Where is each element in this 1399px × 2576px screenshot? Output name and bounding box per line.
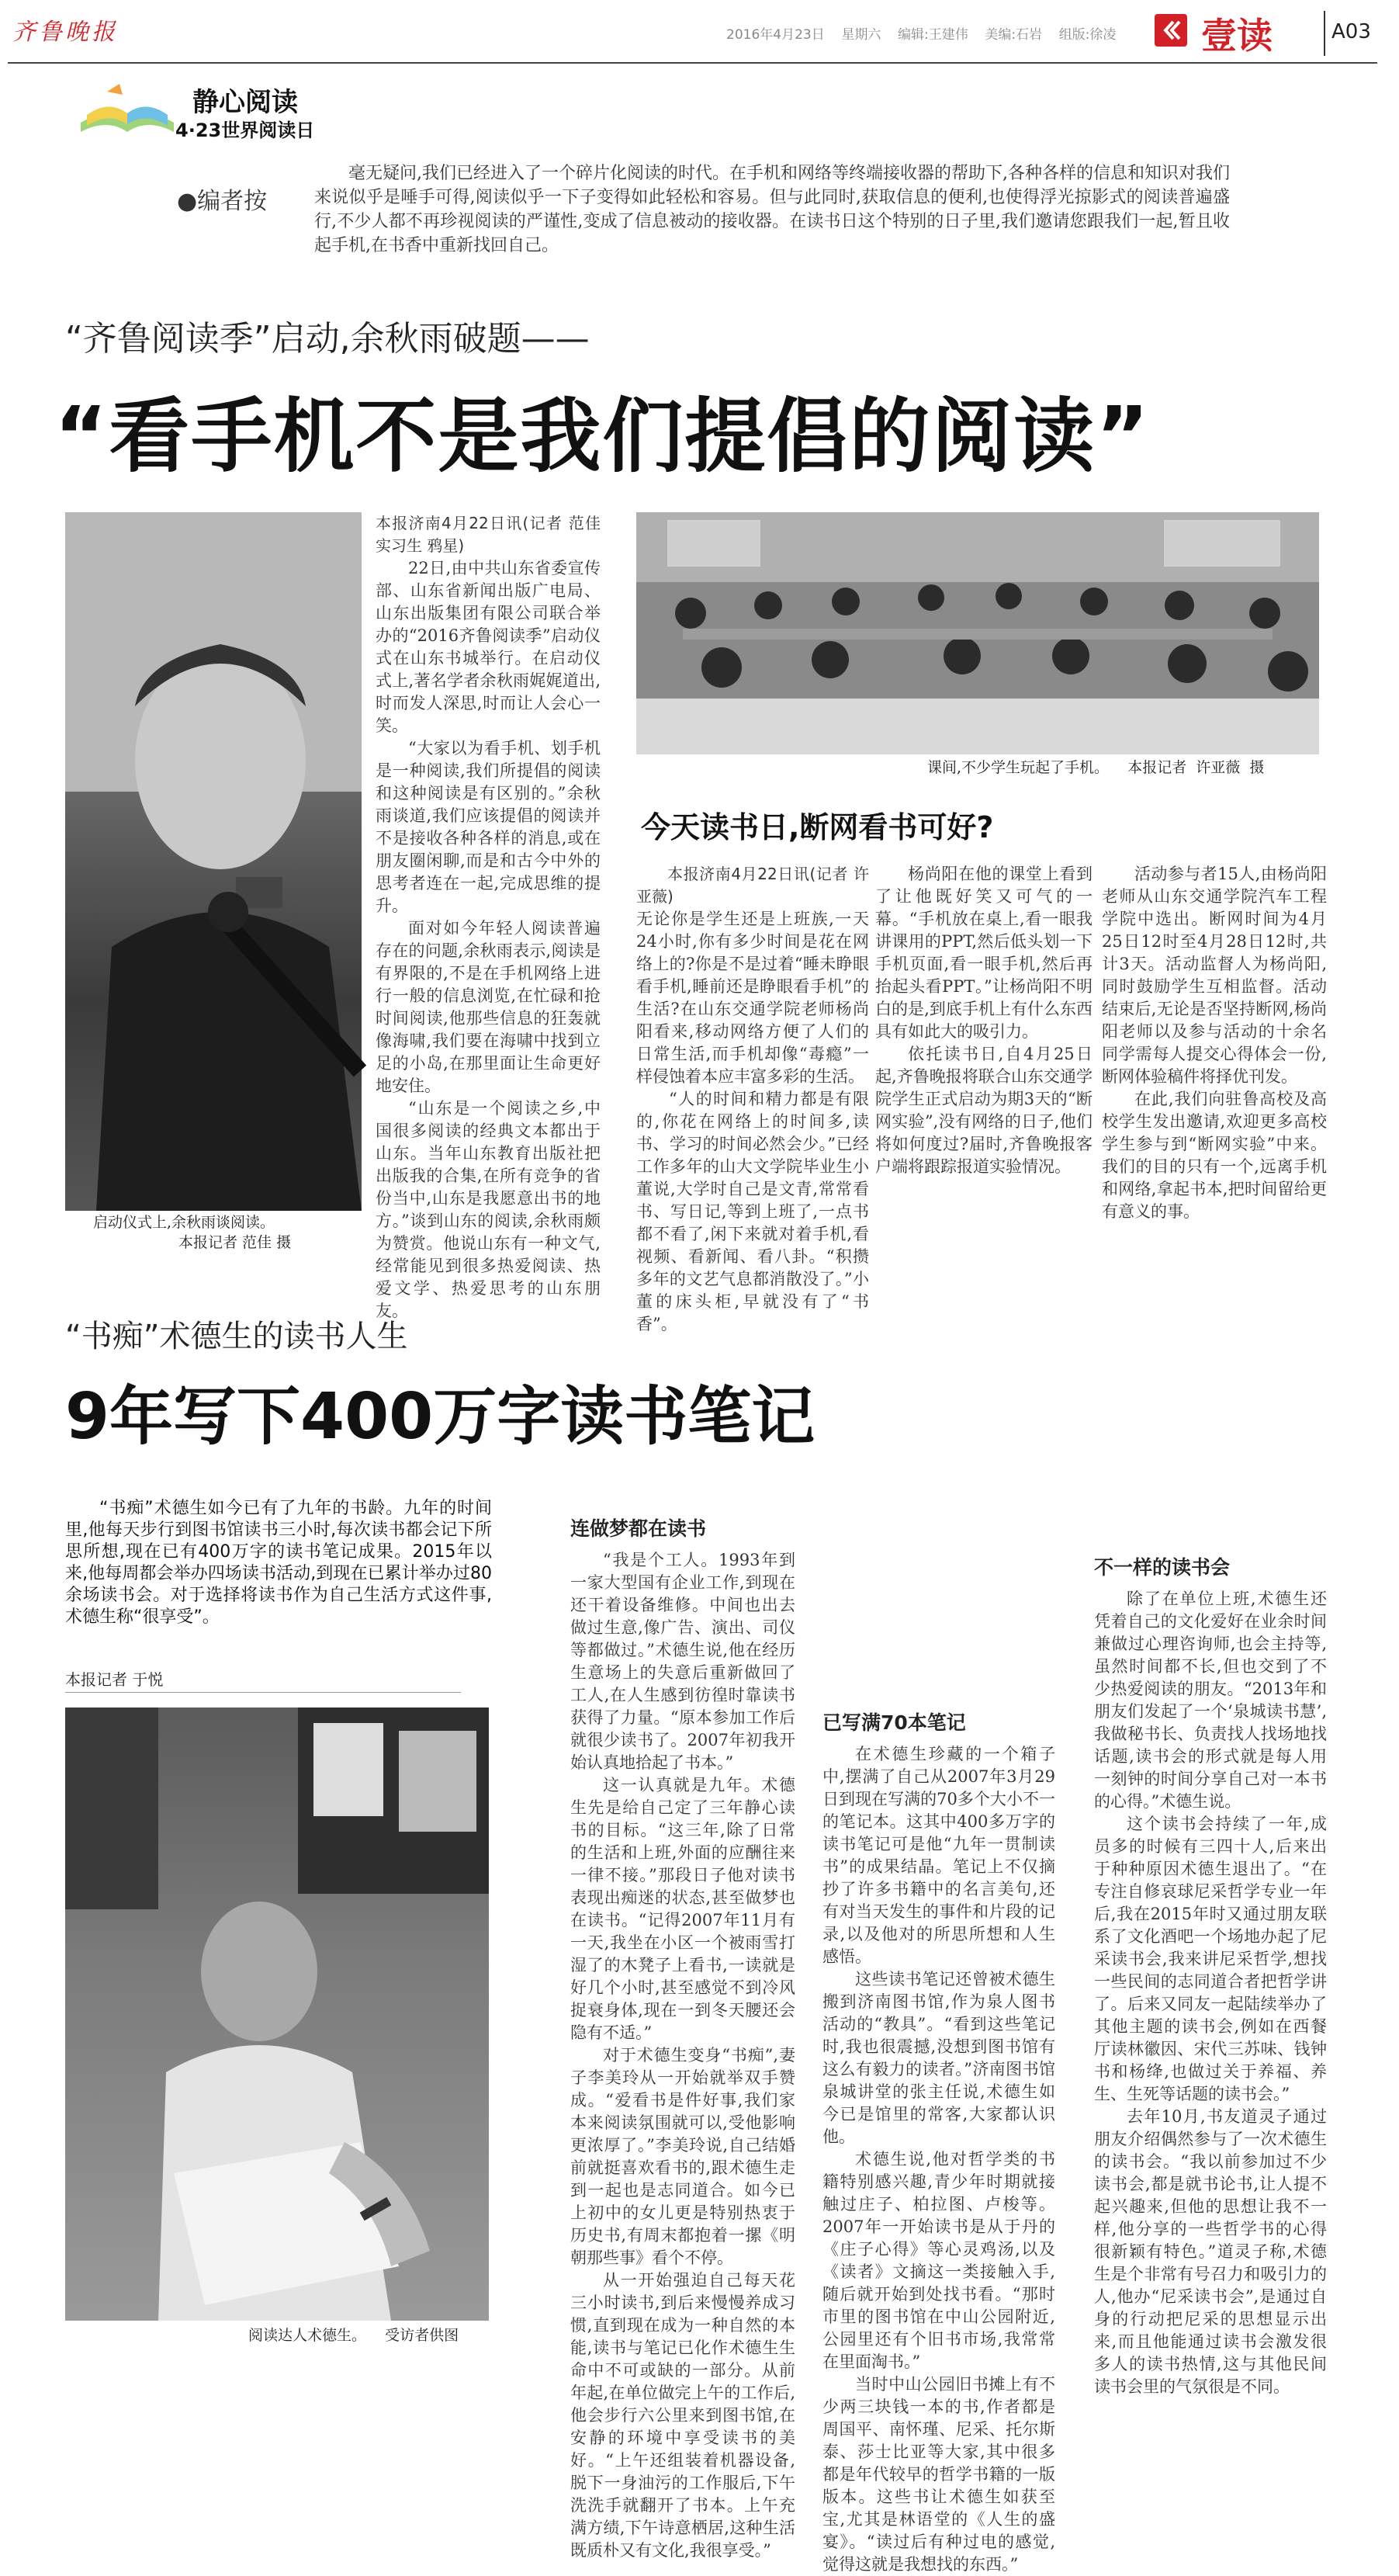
article3-colA bbox=[570, 1549, 795, 2560]
article3-paragraph: 去年10月,书友道灵子通过朋友介绍偶然参与了一次术德生的读书会。“我以前参加过不少读书会,都是就书论书,让人提不起兴趣来,但他的思想让我不一样,他分享的一些哲学书的心得很新颖有特色。”道灵子称,术德生是个非常有号召力和吸引力的人,他办“尼采读书会”,是通过自身的行动把尼采的思想显示出来,而且他能通过读书会激发很多人的读书热情,这与其他民间读书会里的气氛很是不同。 bbox=[1094, 2107, 1327, 2396]
classroom-photo bbox=[636, 512, 1319, 754]
section1-title: 连做梦都在读书 bbox=[570, 1517, 707, 1540]
section3-title: 不一样的读书会 bbox=[1094, 1556, 1231, 1579]
article2-paragraph: 在此,我们向驻鲁高校及高校学生发出邀请,欢迎更多高校学生参与到“断网实验”中来。我们的目的只有一个,远离手机和网络,拿起书本,把时间留给更有意义的事。 bbox=[1102, 1090, 1327, 1221]
proof-credit: 组版:徐凌 bbox=[1058, 27, 1117, 43]
article1-paragraph: 面对如今年轻人阅读普遍存在的问题,余秋雨表示,阅读是有界限的,不是在手机网络上进行一般的信息浏览,在忙碌和抢时间阅读,他那些信息的狂轰就像海啸,我们要在海啸中找到立足的小岛,在那里面让生命更好地安住。 bbox=[376, 919, 601, 1095]
article3-headline: 9年写下400万字读书笔记 bbox=[65, 1380, 816, 1454]
section-chevron-icon bbox=[1155, 14, 1187, 47]
photo2-caption: 课间,不少学生玩起了手机。 本报记者 许亚薇 摄 bbox=[927, 759, 1265, 776]
photo3-caption: 阅读达人术德生。 受访者供图 bbox=[248, 2327, 459, 2344]
page-number: A03 bbox=[1331, 20, 1371, 43]
yu-qiuyu-photo bbox=[65, 512, 362, 1211]
article1-byline: 本报济南4月22日讯(记者 范佳 实习生 鸦星) bbox=[376, 514, 601, 555]
weekday: 星期六 bbox=[841, 27, 881, 43]
article2-headline: 今天读书日,断网看书可好? bbox=[641, 810, 994, 844]
issue-date: 2016年4月23日 bbox=[726, 27, 825, 43]
article3-kicker: “书痴”术德生的读书人生 bbox=[65, 1319, 408, 1354]
article2-paragraph: 活动参与者15人,由杨尚阳老师从山东交通学院汽车工程学院中选出。断网时间为4月25日12时至4月28日12时,共计3天。活动监督人为杨尚阳,同时鼓励学生互相监督。活动结束后,无论是否坚持断网,杨尚阳老师以及参与活动的十余名同学需每人提交心得体会一份,断网体验稿件将择优刊发。 bbox=[1102, 865, 1327, 1086]
article2-byline: 本报济南4月22日讯(记者 许亚薇) bbox=[636, 865, 869, 906]
article2-paragraph: “人的时间和精力都是有限的,你花在网络上的时间多,读书、学习的时间必然会少。”已经工作多年的山大文学院毕业生小董说,大学时自己是文青,常常看书、写日记,等到上班了,一点书都不看了,闲下来就对着手机,看视频、看新闻、看八卦。“积攒多年的文艺气息都消散没了。”小董的床头柜,早就没有了“书香”。 bbox=[636, 1090, 869, 1333]
article3-paragraph: 从一开始强迫自己每天花三小时读书,到后来慢慢养成习惯,直到现在成为一种自然的本能,读书与笔记已化作术德生生命中不可或缺的一部分。从前年起,在单位做完上午的工作后,他会步行六公里来到图书馆,在安静的环境中享受读书的美好。“上午还组装着机器设备,脱下一身油污的工作服后,下午洗洗手就翻开了书本。上午充满方绩,下午诗意栖居,这种生活既质朴又有文化,我很享受。” bbox=[570, 2271, 795, 2560]
article1-kicker: “齐鲁阅读季”启动,余秋雨破题—— bbox=[65, 319, 590, 359]
art-credit: 美编:石岩 bbox=[985, 27, 1043, 43]
article1-body bbox=[376, 512, 601, 1320]
article3-lead: “书痴”术德生如今已有了九年的书龄。九年的时间里,他每天步行到图书馆读书三小时,每次读书都会记下所思所想,现在已有400万字的读书笔记成果。2015年以来,他每周都会举办四场读书活动,到现在已累计举办过80余场读书会。对于选择将读书作为自己生活方式这件事,术德生称“很享受”。 bbox=[65, 1499, 492, 1627]
article3-paragraph: 术德生说,他对哲学类的书籍特别感兴趣,青少年时期就接触过庄子、柏拉图、卢梭等。2007年一开始读书是从于丹的《庄子心得》等心灵鸡汤,以及《读者》文摘这一类接触入手,随后就开始到处找书看。“那时市里的图书馆在中山公园附近,公园里还有个旧书市场,我常常在里面淘书。” bbox=[822, 2150, 1055, 2371]
article3-paragraph: 对于术德生变身“书痴”,妻子李美玲从一开始就举双手赞成。“爱看书是件好事,我们家本来阅读氛围就可以,受他影响更浓厚了。”李美玲说,自己结婚前就挺喜欢看书的,跟术德生走到一起也是志同道合。如今已上初中的女儿更是特别热衷于历史书,有周末都抱着一摞《明朝那些事》看个不停。 bbox=[570, 2046, 795, 2267]
article3-colC bbox=[1094, 1588, 1327, 2396]
article2-col3 bbox=[1102, 863, 1327, 1251]
article3-paragraph: 当时中山公园旧书摊上有不少两三块钱一本的书,作者都是周国平、南怀瑾、尼采、托尔斯泰、莎士比亚等大家,其中很多都是年代较早的哲学书籍的一版版本。这些书让术德生如获至宝,尤其是林语堂的《人生的盛宴》。“读过后有种过电的感觉,觉得这就是我想找的东西。” bbox=[822, 2375, 1055, 2574]
column-title: 静心阅读 bbox=[192, 87, 298, 118]
reader-photo bbox=[65, 1708, 489, 2321]
column-subtitle: 4·23世界阅读日 bbox=[175, 120, 315, 141]
article3-paragraph: “我是个工人。1993年到一家大型国有企业工作,到现在还干着设备维修。中间也出去做过生意,像广告、演出、司仪等都做过。”术德生说,他在经历生意场上的失意后重新做回了工人,在人生感到彷徨时靠读书获得了力量。“原本参加工作后就很少读书了。2007年初我开始认真地拾起了书本。” bbox=[570, 1551, 795, 1772]
article3-byline: 本报记者 于悦 bbox=[65, 1670, 164, 1689]
header-rule bbox=[8, 62, 1377, 64]
article2-col2 bbox=[875, 863, 1093, 1251]
article1-paragraph: “山东是一个阅读之乡,中国很多阅读的经典文本都出于山东。当年山东教育出版社把出版我的合集,在所有竞争的省份当中,山东是我愿意出书的地方。”谈到山东的阅读,余秋雨颇为赞赏。他说山东有一种文气,经常能见到很多热爱阅读、热爱文学、热爱思考的山东朋友。 bbox=[376, 1099, 601, 1320]
article3-paragraph: 在术德生珍藏的一个箱子中,摆满了自己从2007年3月29日到现在写满的70多个大小不一的笔记本。这其中400多万字的读书笔记可是他“九年一贯制读书”的成果结晶。笔记上不仅摘抄了许多书籍中的名言美句,还有对当天发生的事件和片段的记录,以及他对的所思所想和人生感悟。 bbox=[822, 1745, 1055, 1966]
header-meta bbox=[726, 23, 1116, 43]
section2-title: 已写满70本笔记 bbox=[822, 1711, 966, 1734]
photo1-caption bbox=[93, 1212, 357, 1253]
article3-colB bbox=[822, 1743, 1055, 2574]
article2-col1 bbox=[636, 863, 869, 1333]
article2-paragraph: 杨尚阳在他的课堂上看到了让他既好笑又可气的一幕。“手机放在桌上,看一眼我讲课用的PPT,然后低头划一下手机页面,看一眼手机,然后再抬起头看PPT。”让杨尚阳不明白的是,到底手机上有什么东西具有如此大的吸引力。 bbox=[875, 865, 1093, 1041]
article3-paragraph: 除了在单位上班,术德生还凭着自己的文化爱好在业余时间兼做过心理咨询师,也会主持等,虽然时间都不长,但也交到了不少热爱阅读的朋友。“2013年和朋友们发起了一个‘泉城读书慧’,我做秘书长、负责找人找场地找话题,读书会的形式就是每人用一刻钟的时间分享自己对一本书的心得。”术德生说。 bbox=[1094, 1590, 1327, 1811]
article3-paragraph: 这个读书会持续了一年,成员多的时候有三四十人,后来出于种种原因术德生退出了。“在专注自修哀球尼采哲学专业一年后,我在2015年时又通过朋友联系了文化酒吧一个场地办起了尼采读书会,我来讲尼采哲学,想找一些民间的志同道合者把哲学讲了。后来又同友一起陆续举办了其他主题的读书会,例如在西餐厅读林徽因、宋代三苏味、钱钟书和杨绛,也做过关于养福、养生、生死等话题的读书会。” bbox=[1094, 1815, 1327, 2103]
article3-paragraph: 这一认真就是九年。术德生先是给自己定了三年静心读书的目标。“这三年,除了日常的生活和上班,外面的应酬往来一律不接。”那段日子他对读书表现出痴迷的状态,甚至做梦也在读书。“记得2007年11月有一天,我坐在小区一个被雨雪打湿了的木凳子上看书,一读就是好几个小时,甚至感觉不到冷风捉衰身体,现在一到冬天腰还会隐有不适。” bbox=[570, 1776, 795, 2042]
article2-paragraph: 依托读书日,自4月25日起,齐鲁晚报将联合山东交通学院学生正式启动为期3天的“断网实验”,没有网络的日子,他们将如何度过?届时,齐鲁晚报客户端将跟踪报道实验情况。 bbox=[875, 1045, 1093, 1176]
photo1-caption-line1: 启动仪式上,余秋雨谈阅读。 bbox=[93, 1214, 275, 1231]
article3-paragraph: 这些读书笔记还曾被术德生搬到济南图书馆,作为泉人图书活动的“教具”。“看到这些笔记时,我也很震撼,没想到图书馆有这么有毅力的读者。”济南图书馆泉城讲堂的张主任说,术德生如今已是馆里的常客,大家都认识他。 bbox=[822, 1970, 1055, 2146]
masthead-logo: 齐鲁晚报 bbox=[12, 19, 118, 46]
editor-note-text: 毫无疑问,我们已经进入了一个碎片化阅读的时代。在手机和网络等终端接收器的帮助下,各种各样的信息和知识对我们来说似乎是唾手可得,阅读似乎一下子变得如此轻松和容易。但与此同时,获取信息的便利,也使得浮光掠影式的阅读普遍盛行,不少人都不再珍视阅读的严谨性,变成了信息被动的接收器。在读书日这个特别的日子里,我们邀请您跟我们一起,暂且收起手机,在书香中重新找回自己。 bbox=[314, 164, 1230, 255]
article1-paragraph: 22日,由中共山东省委宣传部、山东省新闻出版广电局、山东出版集团有限公司联合举办的“2016齐鲁阅读季”启动仪式在山东书城举行。在启动仪式上,著名学者余秋雨娓娓道出,时而发人深思,时而让人会心一笑。 bbox=[376, 559, 601, 735]
article2-paragraph: 无论你是学生还是上班族,一天24小时,你有多少时间是花在网络上的?你是不是过着“睡未睁眼看手机,睡前还是睁眼看手机”的生活?在山东交通学院老师杨尚阳看来,移动网络方便了人们的日常生活,而手机却像“毒瘾”一样侵蚀着本应丰富多彩的生活。 bbox=[636, 910, 869, 1086]
open-book-icon bbox=[76, 76, 178, 144]
editor-note-label: ●编者按 bbox=[177, 188, 268, 215]
article1-paragraph: “大家以为看手机、划手机是一种阅读,我们所提倡的阅读和这种阅读是有区别的。”余秋雨谈道,我们应该提倡的阅读并不是接收各种各样的消息,或在朋友圈闲聊,而是和古今中外的思考者连在一起,完成思维的提升。 bbox=[376, 739, 601, 915]
article3-byline-rule bbox=[65, 1692, 461, 1693]
section-name: 壹读 bbox=[1201, 15, 1273, 57]
header-divider-v bbox=[1324, 11, 1325, 56]
editor-credit: 编辑:王建伟 bbox=[897, 27, 968, 43]
photo1-caption-line2: 本报记者 范佳 摄 bbox=[178, 1234, 292, 1251]
article1-headline: “看手机不是我们提倡的阅读” bbox=[54, 389, 1151, 484]
